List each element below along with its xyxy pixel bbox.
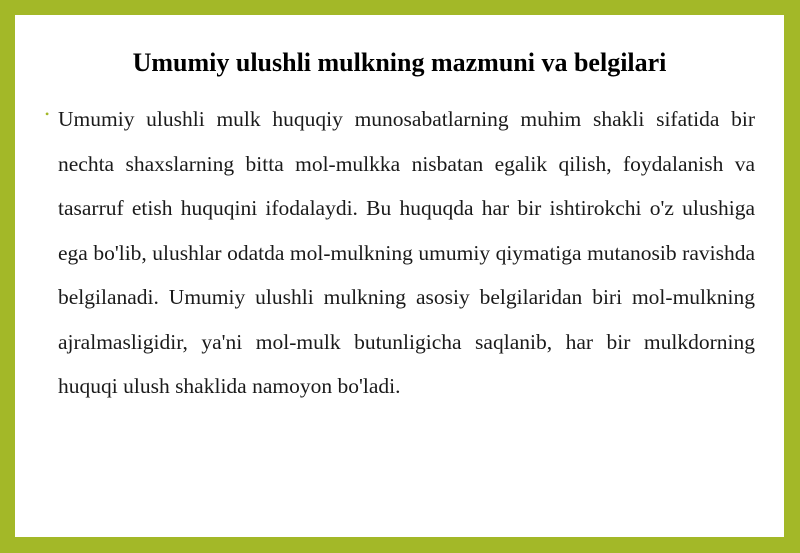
bullet-icon: • [45,107,50,121]
slide-title: Umumiy ulushli mulkning mazmuni va belgilari [132,48,667,77]
bullet-paragraph [45,97,755,409]
slide-canvas [15,15,784,537]
body-text: Umumiy ulushli mulk huquqiy munosabatlarning muhim shakli sifatida bir nechta shaxslarning bitta mol-mulkka nisbatan egalik qilish, foydalanish va tasarruf etish huquqini ifodalaydi. Bu huquqda har bir ishtirokchi o'z ulushiga ega bo'lib, ulushlar odatda mol-mulkning umumiy qiymatiga mutanosib ravishda belgilanadi. Umumiy ulushli mulkning asosiy belgilaridan biri mol-mulkning ajralmasligidir, ya'ni mol-mulk butunligicha saqlanib, har bir mulkdorning huquqi ulush shaklida namoyon bo'ladi. [58,107,755,398]
